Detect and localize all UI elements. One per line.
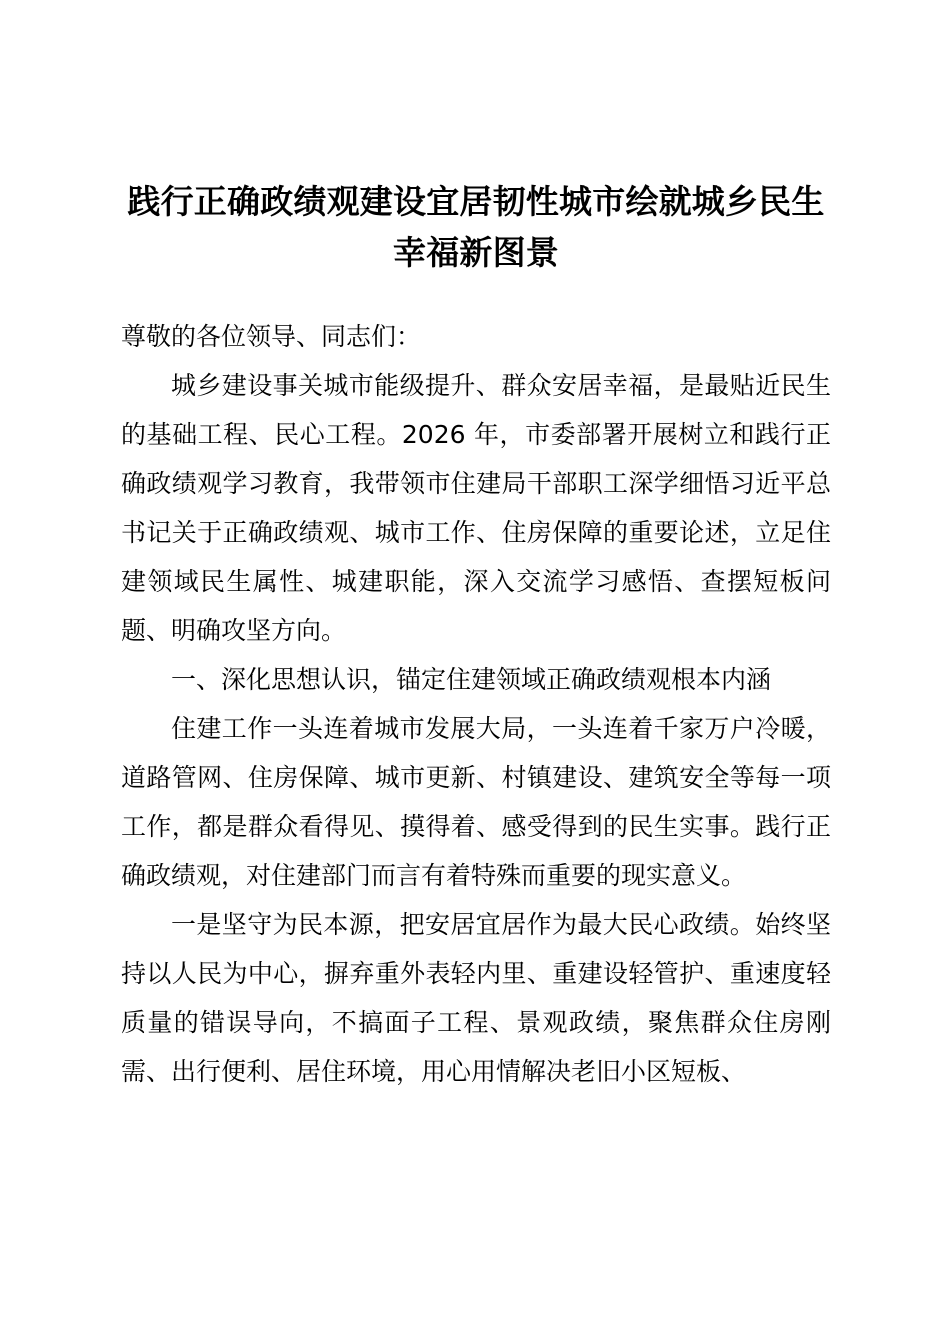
salutation-line: 尊敬的各位领导、同志们： <box>121 322 422 351</box>
body-paragraph-1: 城乡建设事关城市能级提升、群众安居幸福，是最贴近民生的基础工程、民心工程。2026 年，市委部署开展树立和践行正确政绩观学习教育，我带领市住建局干部职工深学细悟习近平总书记关于正确政绩观、城市工作、住房保障的重要论述，立足住建领域民生属性、城建职能，深入交流学习感悟、查摆短板问题、明确攻坚方向。 <box>121 371 831 645</box>
body-paragraph-2: 住建工作一头连着城市发展大局，一头连着千家万户冷暖，道路管网、住房保障、城市更新、村镇建设、建筑安全等每一项工作，都是群众看得见、摸得着、感受得到的民生实事。践行正确政绩观，对住建部门而言有着特殊而重要的现实意义。 <box>121 714 831 890</box>
section-heading-1: 一、深化思想认识，锚定住建领域正确政绩观根本内涵 <box>171 665 772 694</box>
document-content <box>121 0 831 1096</box>
body-paragraph-3: 一是坚守为民本源，把安居宜居作为最大民心政绩。始终坚持以人民为中心，摒弃重外表轻内里、重建设轻管护、重速度轻质量的错误导向，不搞面子工程、景观政绩，聚焦群众住房刚需、出行便利、居住环境，用心用情解决老旧小区短板、 <box>121 910 831 1086</box>
document-title: 践行正确政绩观建设宜居韧性城市绘就城乡民生幸福新图景 <box>127 182 825 272</box>
